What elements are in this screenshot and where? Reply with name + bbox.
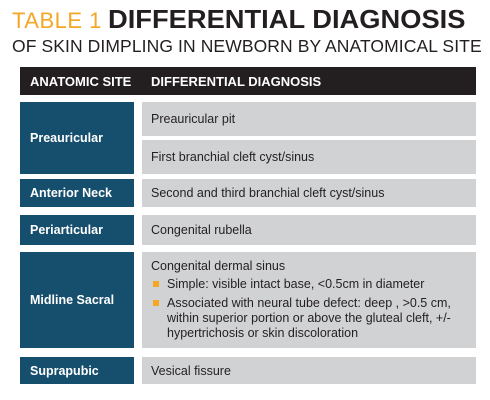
diagnosis-cell: Preauricular pit (142, 102, 476, 136)
bullet-text: Associated with neural tube defect: deep , >0.5 cm, within superior portion or above the gluteal cleft, +/- hypertrichosis or skin discoloration (167, 296, 451, 340)
bullet-text: Simple: visible intact base, <0.5cm in diameter (167, 277, 425, 291)
site-cell-midline-sacral: Midline Sacral (20, 252, 134, 348)
header-anatomic-site: ANATOMIC SITE (30, 74, 132, 89)
table-main-title: DIFFERENTIAL DIAGNOSIS (107, 4, 466, 34)
site-cell-suprapubic: Suprapubic (20, 357, 134, 384)
table-title (12, 4, 466, 35)
header-differential-diagnosis: DIFFERENTIAL DIAGNOSIS (151, 74, 322, 89)
diagnosis-heading: Congenital dermal sinus (151, 259, 286, 273)
site-cell-anterior-neck: Anterior Neck (20, 179, 134, 207)
diagnosis-cell: First branchial cleft cyst/sinus (142, 140, 476, 174)
diagnosis-cell: Vesical fissure (142, 357, 476, 384)
site-cell-preauricular: Preauricular (20, 102, 134, 174)
site-cell-periarticular: Periarticular (20, 215, 134, 245)
table-header (20, 67, 476, 95)
diagnosis-bullet (151, 277, 476, 292)
table-subtitle: OF SKIN DIMPLING IN NEWBORN BY ANATOMICAL SITE (12, 36, 482, 56)
diagnosis-cell: Second and third branchial cleft cyst/sinus (142, 179, 476, 207)
table-number: TABLE 1 (12, 8, 102, 33)
diagnosis-cell: Congenital rubella (142, 215, 476, 245)
diagnosis-bullet (151, 296, 476, 341)
diagnosis-cell-dermal-sinus (142, 252, 476, 348)
bullet-square-icon (153, 281, 159, 287)
bullet-square-icon (153, 300, 159, 306)
